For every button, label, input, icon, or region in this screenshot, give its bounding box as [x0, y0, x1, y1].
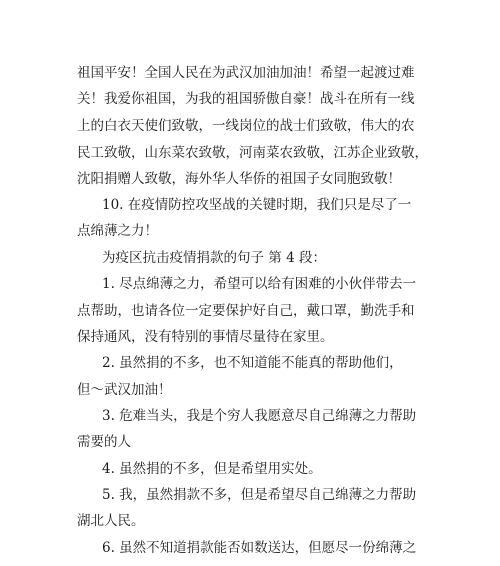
section-heading: 为疫区抗击疫情捐款的句子 第 4 段： — [102, 250, 326, 266]
text-line-6: 10. 在疫情防控攻坚战的关键时期，我们只是尽了一 — [102, 197, 412, 213]
text-line-1: 祖国平安！全国人民在为武汉加油加油！希望一起渡过难 — [77, 65, 415, 81]
text-line-18: 湖北人民。 — [77, 513, 145, 529]
text-line-11: 保持通风，没有特别的事情尽量待在家里。 — [77, 329, 334, 345]
text-line-17: 5. 我，虽然捐款不多，但是希望尽自己绵薄之力帮助 — [102, 487, 417, 503]
text-line-9: 1. 尽点绵薄之力，希望可以给有困难的小伙伴带去一 — [102, 276, 417, 292]
text-line-13: 但～武汉加油！ — [77, 382, 172, 398]
text-line-2: 关！我爱你祖国，为我的祖国骄傲自豪！战斗在所有一线 — [77, 91, 415, 107]
text-line-16: 4. 虽然捐的不多，但是希望用实处。 — [102, 461, 322, 477]
text-line-14: 3. 危难当头，我是个穷人我愿意尽自己绵薄之力帮助 — [102, 408, 417, 424]
text-line-4: 民工致敬，山东菜农致敬，河南菜农致敬，江苏企业致敬， — [77, 145, 428, 161]
text-line-19: 6. 虽然不知道捐款能否如数送达，但愿尽一份绵薄之 — [102, 540, 417, 556]
text-line-3: 上的白衣天使们致敬，一线岗位的战士们致敬，伟大的农 — [77, 118, 415, 134]
text-line-7: 点绵薄之力！ — [77, 223, 158, 239]
text-line-5: 沈阳捐赠人致敬，海外华人华侨的祖国子女同胞致敬！ — [77, 171, 401, 187]
text-line-15: 需要的人 — [77, 434, 131, 450]
text-line-10: 点帮助，也请各位一定要保护好自己，戴口罩，勤洗手和 — [77, 303, 415, 319]
text-line-12: 2. 虽然捐的不多，也不知道能不能真的帮助他们， — [102, 355, 403, 371]
